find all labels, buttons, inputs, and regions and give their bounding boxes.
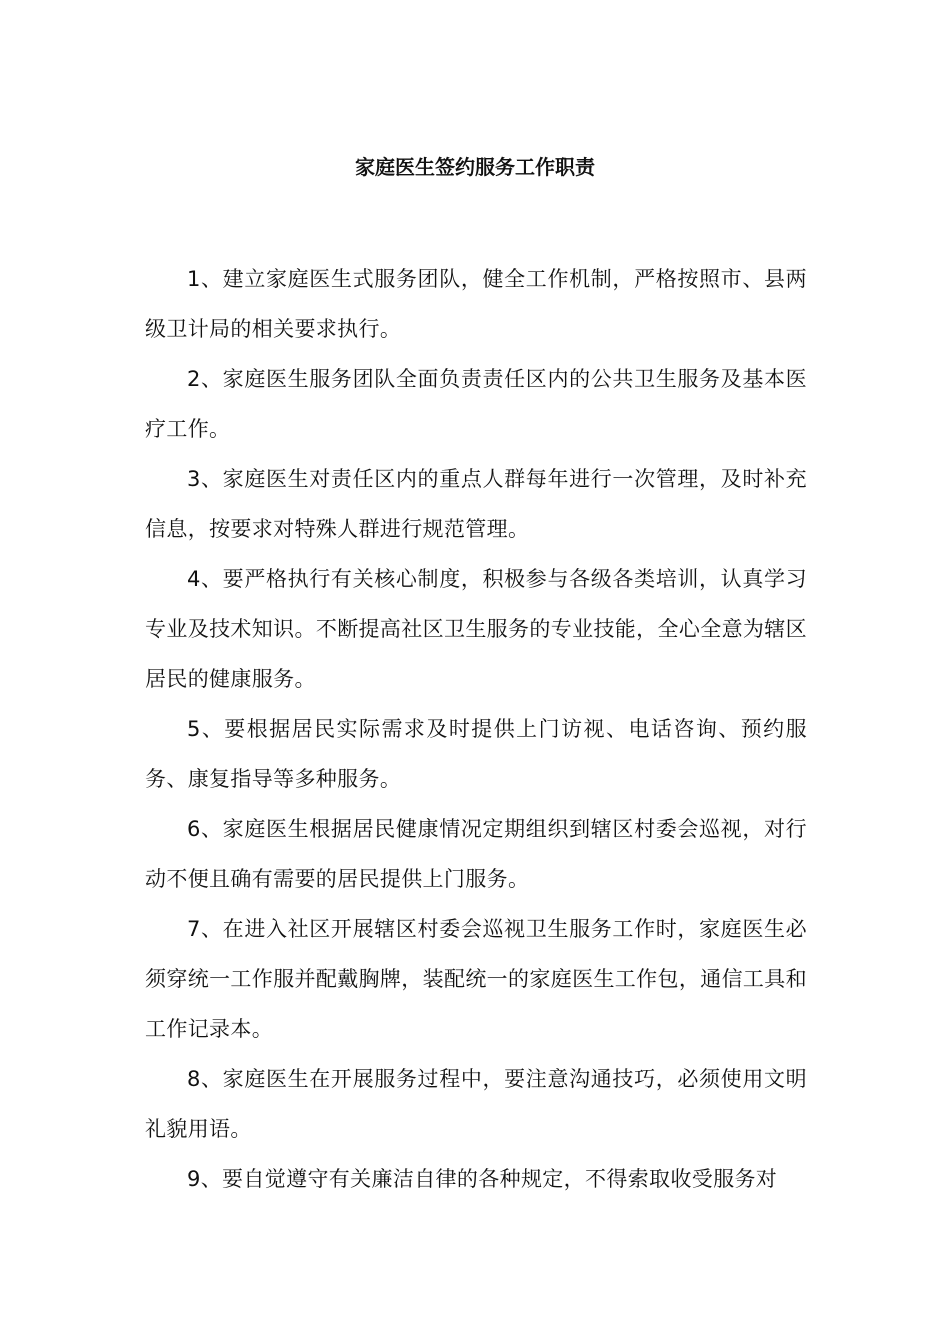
paragraph-7: 7、在进入社区开展辖区村委会巡视卫生服务工作时，家庭医生必须穿统一工作服并配戴胸牌，装配统一的家庭医生工作包，通信工具和工作记录本。: [145, 917, 807, 1041]
document-title: 家庭医生签约服务工作职责: [355, 155, 595, 179]
paragraph-4: 4、要严格执行有关核心制度，积极参与各级各类培训，认真学习专业及技术知识。不断提高社区卫生服务的专业技能，全心全意为辖区居民的健康服务。: [145, 567, 807, 691]
paragraph-5: 5、要根据居民实际需求及时提供上门访视、电话咨询、预约服务、康复指导等多种服务。: [145, 717, 807, 791]
paragraph-6: 6、家庭医生根据居民健康情况定期组织到辖区村委会巡视，对行动不便且确有需要的居民提供上门服务。: [145, 817, 807, 891]
paragraph-2: 2、家庭医生服务团队全面负责责任区内的公共卫生服务及基本医疗工作。: [145, 367, 807, 441]
paragraph-9: 9、要自觉遵守有关廉洁自律的各种规定，不得索取收受服务对: [187, 1167, 778, 1191]
paragraph-8: 8、家庭医生在开展服务过程中，要注意沟通技巧，必须使用文明礼貌用语。: [145, 1067, 807, 1141]
document-body: [145, 254, 807, 1204]
paragraph-3: 3、家庭医生对责任区内的重点人群每年进行一次管理，及时补充信息，按要求对特殊人群进行规范管理。: [145, 467, 807, 541]
paragraph-1: 1、建立家庭医生式服务团队，健全工作机制，严格按照市、县两级卫计局的相关要求执行。: [145, 267, 807, 341]
